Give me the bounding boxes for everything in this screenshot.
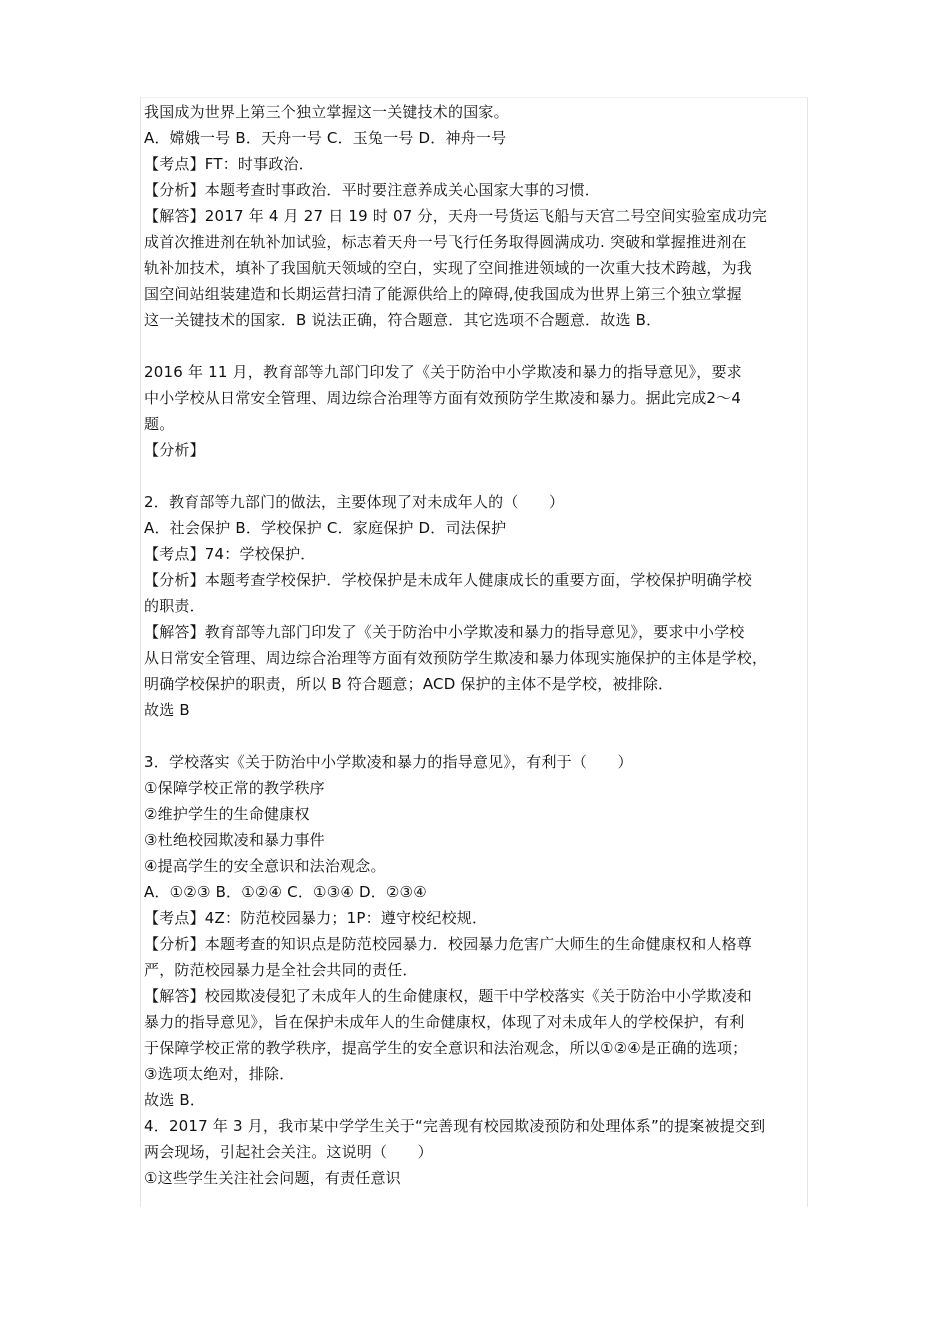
text-line: ④提高学生的安全意识和法治观念。 bbox=[144, 857, 386, 875]
blank-line bbox=[144, 723, 816, 749]
text-line: A．嫦娥一号 B．天舟一号 C．玉兔一号 D．神舟一号 bbox=[144, 129, 507, 147]
text-line: ①这些学生关注社会问题，有责任意识 bbox=[144, 1169, 401, 1187]
text-line: 成首次推进剂在轨补加试验，标志着天舟一号飞行任务取得圆满成功. 突破和掌握推进剂在 bbox=[144, 233, 747, 251]
text-line: 暴力的指导意见》，旨在保护未成年人的生命健康权，体现了对未成年人的学校保护，有利 bbox=[144, 1013, 745, 1031]
text-line: 题。 bbox=[144, 415, 175, 433]
blank-line bbox=[144, 463, 816, 489]
text-line: 两会现场，引起社会关注。这说明（ ） bbox=[144, 1143, 433, 1161]
text-line: 明确学校保护的职责，所以 B 符合题意；ACD 保护的主体不是学校，被排除． bbox=[144, 675, 674, 693]
text-line: 【分析】本题考查时事政治．平时要注意养成关心国家大事的习惯． bbox=[144, 181, 601, 199]
text-line: 【考点】4Z：防范校园暴力；1P：遵守校纪校规． bbox=[144, 909, 488, 927]
text-line: ③选项太绝对，排除． bbox=[144, 1065, 295, 1083]
text-line: 的职责． bbox=[144, 597, 205, 615]
text-line: 【分析】 bbox=[144, 441, 205, 459]
blank-line bbox=[144, 333, 816, 359]
text-line: 4．2017 年 3 月，我市某中学学生关于“完善现有校园欺凌预防和处理体系”的提案被提交到 bbox=[144, 1117, 766, 1135]
text-line: 【考点】74：学校保护． bbox=[144, 545, 316, 563]
text-line: 【分析】本题考查的知识点是防范校园暴力．校园暴力危害广大师生的生命健康权和人格尊 bbox=[144, 935, 753, 953]
text-line: ①保障学校正常的教学秩序 bbox=[144, 779, 325, 797]
text-line: 【考点】FT：时事政治． bbox=[144, 155, 314, 173]
text-line: ②维护学生的生命健康权 bbox=[144, 805, 310, 823]
text-line: 这一关键技术的国家．B 说法正确，符合题意．其它选项不合题意．故选 B． bbox=[144, 311, 662, 329]
text-line: 从日常安全管理、周边综合治理等方面有效预防学生欺凌和暴力体现实施保护的主体是学校， bbox=[144, 649, 768, 667]
text-line: ③杜绝校园欺凌和暴力事件 bbox=[144, 831, 325, 849]
text-line: 2．教育部等九部门的做法，主要体现了对未成年人的（ ） bbox=[144, 493, 565, 511]
text-line: 轨补加技术，填补了我国航天领域的空白，实现了空间推进领域的一次重大技术跨越，为我 bbox=[144, 259, 753, 277]
text-line: 【解答】教育部等九部门印发了《关于防治中小学欺凌和暴力的指导意见》，要求中小学校 bbox=[144, 623, 745, 641]
text-line: 中小学校从日常安全管理、周边综合治理等方面有效预防学生欺凌和暴力。据此完成2～4 bbox=[144, 389, 742, 407]
text-line: 故选 B． bbox=[144, 1091, 206, 1109]
text-line: 【解答】校园欺凌侵犯了未成年人的生命健康权，题干中学校落实《关于防治中小学欺凌和 bbox=[144, 987, 753, 1005]
document-body bbox=[144, 99, 816, 1191]
text-line: 3．学校落实《关于防治中小学欺凌和暴力的指导意见》，有利于（ ） bbox=[144, 753, 633, 771]
text-line: 严，防范校园暴力是全社会共同的责任． bbox=[144, 961, 418, 979]
text-line: 国空间站组装建造和长期运营扫清了能源供给上的障碍,使我国成为世界上第三个独立掌握 bbox=[144, 285, 742, 303]
text-line: 故选 B bbox=[144, 701, 190, 719]
text-line: 我国成为世界上第三个独立掌握这一关键技术的国家。 bbox=[144, 103, 509, 121]
text-line: 【解答】2017 年 4 月 27 日 19 时 07 分，天舟一号货运飞船与天宫二号空间实验室成功完 bbox=[144, 207, 768, 225]
text-line: 2016 年 11 月，教育部等九部门印发了《关于防治中小学欺凌和暴力的指导意见》，要求 bbox=[144, 363, 742, 381]
text-line: 于保障学校正常的教学秩序，提高学生的安全意识和法治观念，所以①②④是正确的选项； bbox=[144, 1039, 748, 1057]
text-line: A．①②③ B．①②④ C．①③④ D．②③④ bbox=[144, 883, 427, 901]
text-line: A．社会保护 B．学校保护 C．家庭保护 D．司法保护 bbox=[144, 519, 507, 537]
text-line: 【分析】本题考查学校保护．学校保护是未成年人健康成长的重要方面，学校保护明确学校 bbox=[144, 571, 753, 589]
